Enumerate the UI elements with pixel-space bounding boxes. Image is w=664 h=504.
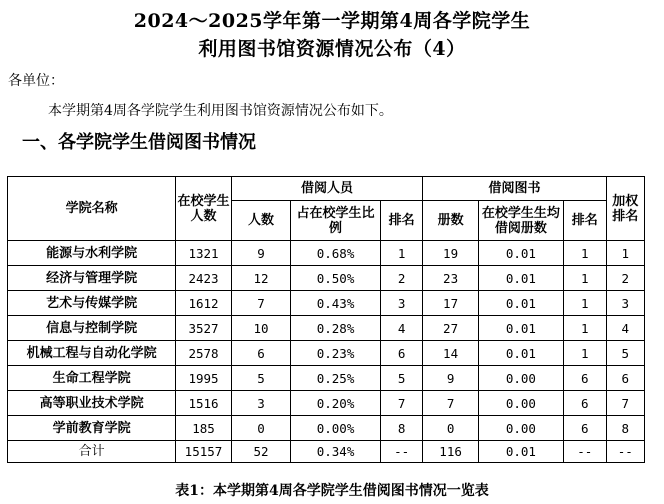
cell-weighted: 1 (606, 241, 644, 266)
cell-enrolled: 2578 (176, 341, 231, 366)
cell-ratio: 0.50% (291, 266, 380, 291)
cell-total-weighted: -- (606, 441, 644, 463)
cell-total-rank2: -- (563, 441, 606, 463)
cell-avg: 0.01 (478, 341, 563, 366)
cell-weighted: 2 (606, 266, 644, 291)
cell-rank1: 3 (380, 291, 423, 316)
cell-total-borrowers: 52 (231, 441, 291, 463)
cell-rank2: 1 (563, 341, 606, 366)
cell-avg: 0.00 (478, 391, 563, 416)
addressee: 各单位： (8, 73, 64, 89)
header-borrowers-ratio: 占在校学生比例 (291, 201, 380, 241)
cell-borrowers: 0 (231, 416, 291, 441)
header-borrowers-rank: 排名 (380, 201, 423, 241)
cell-borrowers: 6 (231, 341, 291, 366)
table-caption: 表1：本学期第4周各学院学生借阅图书情况一览表 (175, 483, 489, 499)
cell-total-rank1: -- (380, 441, 423, 463)
cell-rank1: 8 (380, 416, 423, 441)
cell-books: 19 (423, 241, 478, 266)
cell-borrowers: 3 (231, 391, 291, 416)
title-line-2: 利用图书馆资源情况公布（4） (198, 38, 466, 60)
header-books-count: 册数 (423, 201, 478, 241)
cell-rank2: 1 (563, 241, 606, 266)
cell-books: 9 (423, 366, 478, 391)
table-row (8, 416, 645, 441)
cell-ratio: 0.28% (291, 316, 380, 341)
cell-avg: 0.01 (478, 241, 563, 266)
cell-books: 0 (423, 416, 478, 441)
cell-ratio: 0.43% (291, 291, 380, 316)
cell-borrowers: 7 (231, 291, 291, 316)
header-borrowers-group: 借阅人员 (231, 177, 423, 201)
table-row (8, 391, 645, 416)
cell-weighted: 4 (606, 316, 644, 341)
cell-weighted: 6 (606, 366, 644, 391)
cell-enrolled: 1321 (176, 241, 231, 266)
cell-avg: 0.00 (478, 366, 563, 391)
cell-weighted: 5 (606, 341, 644, 366)
cell-borrowers: 9 (231, 241, 291, 266)
cell-borrowers: 12 (231, 266, 291, 291)
header-books-group: 借阅图书 (423, 177, 606, 201)
cell-rank2: 1 (563, 291, 606, 316)
cell-college: 能源与水利学院 (8, 241, 176, 266)
cell-books: 7 (423, 391, 478, 416)
cell-enrolled: 2423 (176, 266, 231, 291)
cell-ratio: 0.68% (291, 241, 380, 266)
cell-rank1: 6 (380, 341, 423, 366)
borrowing-table (7, 176, 645, 463)
cell-ratio: 0.20% (291, 391, 380, 416)
cell-rank2: 6 (563, 416, 606, 441)
cell-borrowers: 5 (231, 366, 291, 391)
cell-rank2: 1 (563, 316, 606, 341)
table-row (8, 241, 645, 266)
header-weighted-rank: 加权排名 (606, 177, 644, 241)
cell-borrowers: 10 (231, 316, 291, 341)
cell-ratio: 0.25% (291, 366, 380, 391)
table-row (8, 291, 645, 316)
cell-college: 学前教育学院 (8, 416, 176, 441)
cell-total-label: 合计 (8, 441, 176, 463)
title-line-1: 2024～2025学年第一学期第4周各学院学生 (133, 10, 531, 32)
cell-enrolled: 1995 (176, 366, 231, 391)
cell-college: 信息与控制学院 (8, 316, 176, 341)
cell-ratio: 0.23% (291, 341, 380, 366)
cell-weighted: 3 (606, 291, 644, 316)
header-college: 学院名称 (8, 177, 176, 241)
cell-college: 机械工程与自动化学院 (8, 341, 176, 366)
cell-rank2: 6 (563, 391, 606, 416)
cell-total-ratio: 0.34% (291, 441, 380, 463)
cell-rank2: 1 (563, 266, 606, 291)
cell-college: 生命工程学院 (8, 366, 176, 391)
cell-enrolled: 1516 (176, 391, 231, 416)
cell-books: 27 (423, 316, 478, 341)
table-row (8, 366, 645, 391)
section-heading: 一、各学院学生借阅图书情况 (22, 132, 256, 153)
intro-paragraph: 本学期第4周各学院学生利用图书馆资源情况公布如下。 (48, 103, 393, 119)
cell-rank1: 2 (380, 266, 423, 291)
cell-ratio: 0.00% (291, 416, 380, 441)
cell-books: 23 (423, 266, 478, 291)
cell-total-books: 116 (423, 441, 478, 463)
cell-weighted: 8 (606, 416, 644, 441)
cell-rank1: 4 (380, 316, 423, 341)
cell-books: 17 (423, 291, 478, 316)
total-row (8, 441, 645, 463)
cell-rank1: 5 (380, 366, 423, 391)
cell-total-avg: 0.01 (478, 441, 563, 463)
cell-enrolled: 3527 (176, 316, 231, 341)
cell-rank1: 1 (380, 241, 423, 266)
table-row (8, 341, 645, 366)
cell-college: 高等职业技术学院 (8, 391, 176, 416)
cell-books: 14 (423, 341, 478, 366)
table-row (8, 316, 645, 341)
header-borrowers-count: 人数 (231, 201, 291, 241)
table-row (8, 266, 645, 291)
cell-weighted: 7 (606, 391, 644, 416)
header-enrolled: 在校学生人数 (176, 177, 231, 241)
cell-college: 经济与管理学院 (8, 266, 176, 291)
cell-total-enrolled: 15157 (176, 441, 231, 463)
cell-rank2: 6 (563, 366, 606, 391)
cell-enrolled: 185 (176, 416, 231, 441)
cell-enrolled: 1612 (176, 291, 231, 316)
header-books-rank: 排名 (563, 201, 606, 241)
cell-avg: 0.01 (478, 266, 563, 291)
cell-avg: 0.00 (478, 416, 563, 441)
header-books-avg: 在校学生生均借阅册数 (478, 201, 563, 241)
cell-avg: 0.01 (478, 291, 563, 316)
cell-avg: 0.01 (478, 316, 563, 341)
cell-college: 艺术与传媒学院 (8, 291, 176, 316)
cell-rank1: 7 (380, 391, 423, 416)
